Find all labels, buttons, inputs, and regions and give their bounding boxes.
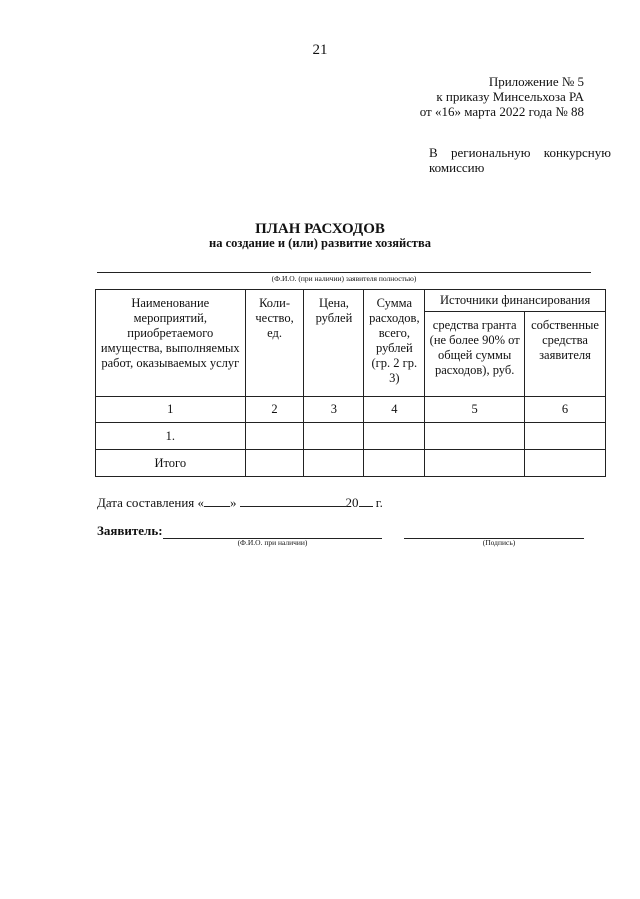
row-1-label: 1.	[96, 423, 246, 450]
column-number-1: 1	[96, 397, 246, 423]
page-number: 21	[312, 42, 328, 58]
year-blank[interactable]	[359, 494, 373, 507]
total-own-cell[interactable]	[525, 450, 606, 477]
row-1-quantity-cell[interactable]	[245, 423, 304, 450]
total-quantity-cell[interactable]	[245, 450, 304, 477]
row-1-own-cell[interactable]	[525, 423, 606, 450]
header-price: Цена, рублей	[304, 290, 364, 397]
date-line	[97, 494, 383, 511]
total-row	[96, 450, 606, 477]
addressee-word-3: конкурсную	[543, 145, 611, 160]
column-number-4: 4	[364, 397, 425, 423]
document-subtitle: на создание и (или) развитие хозяйства	[209, 236, 431, 250]
date-suffix: г.	[372, 495, 383, 510]
signature-hint: (Подпись)	[482, 538, 516, 547]
column-number-5: 5	[425, 397, 525, 423]
date-prefix: Дата составления «	[97, 495, 205, 510]
appendix-line-3: от «16» марта 2022 года № 88	[419, 104, 584, 119]
header-sources: Источники финансирования	[425, 290, 606, 312]
row-1-price-cell[interactable]	[304, 423, 364, 450]
column-number-row	[96, 397, 606, 423]
date-year: 20	[345, 495, 359, 510]
appendix-line-1: Приложение № 5	[488, 74, 584, 89]
column-number-2: 2	[245, 397, 304, 423]
appendix-line-2: к приказу Минсельхоза РА	[436, 89, 584, 104]
total-sum-cell[interactable]	[364, 450, 425, 477]
total-grant-cell[interactable]	[425, 450, 525, 477]
total-label: Итого	[96, 450, 246, 477]
day-blank[interactable]	[204, 494, 230, 507]
expense-plan-table	[95, 289, 606, 477]
row-1-total-cell[interactable]	[364, 423, 425, 450]
addressee-word-1: В	[429, 145, 438, 160]
applicant-name-line[interactable]	[97, 272, 591, 273]
table-header-row	[96, 290, 606, 312]
header-total: Сумма расходов, всего, рублей (гр. 2 гр. 3)	[364, 290, 425, 397]
total-price-cell[interactable]	[304, 450, 364, 477]
header-name: Наименование мероприятий, приобретаемого имущества, выполняемых работ, оказываемых услуг	[96, 290, 246, 397]
column-number-6: 6	[525, 397, 606, 423]
date-mid: »	[230, 495, 237, 510]
applicant-name-field-hint: (Ф.И.О. при наличии)	[237, 538, 308, 547]
table-row	[96, 423, 606, 450]
document-title: ПЛАН РАСХОДОВ	[255, 221, 385, 237]
addressee-line-2: комиссию	[429, 160, 485, 175]
header-grant: средства гранта (не более 90% от общей суммы расходов), руб.	[425, 312, 525, 397]
row-1-grant-cell[interactable]	[425, 423, 525, 450]
header-quantity: Коли-чество, ед.	[245, 290, 304, 397]
addressee-block	[429, 145, 611, 175]
appendix-block	[420, 74, 584, 119]
applicant-label: Заявитель:	[97, 523, 163, 538]
column-number-3: 3	[304, 397, 364, 423]
month-blank[interactable]	[240, 494, 346, 507]
applicant-name-hint: (Ф.И.О. (при наличии) заявителя полностью)	[271, 274, 417, 283]
addressee-word-2: региональную	[450, 145, 531, 160]
header-own: собственные средства заявителя	[525, 312, 606, 397]
